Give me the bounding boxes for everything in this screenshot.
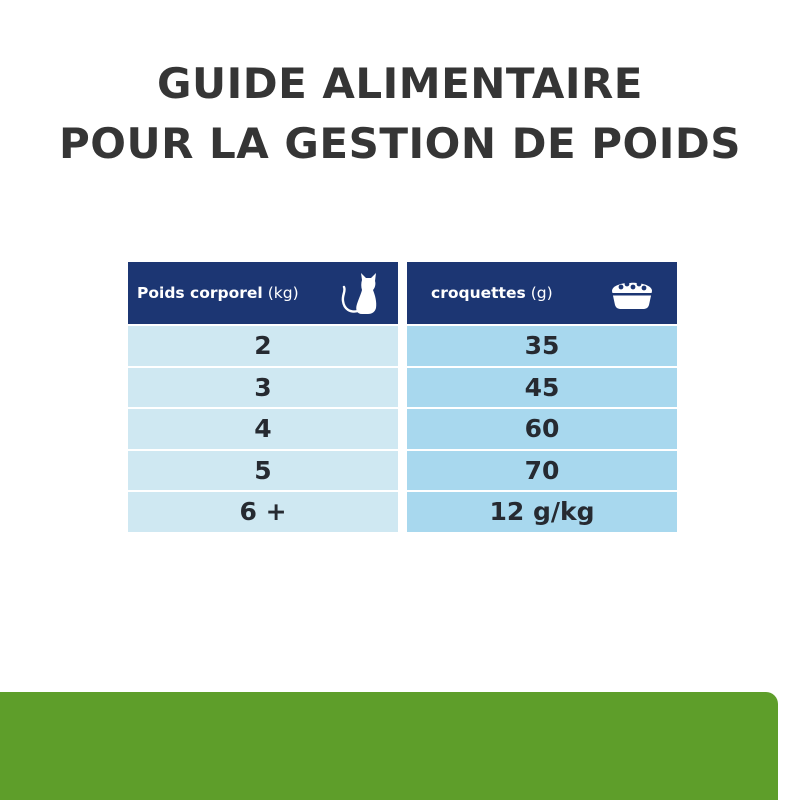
weight-column [128,262,398,532]
weight-cell: 4 [128,409,398,449]
title-line-1: GUIDE ALIMENTAIRE [157,59,643,108]
amount-cell: 70 [407,451,677,491]
food-bowl-icon [607,275,657,311]
amount-cell: 35 [407,326,677,366]
weight-header-unit: (kg) [267,284,299,302]
weight-cell: 3 [128,368,398,408]
amount-header-label: croquettes [431,284,526,302]
weight-column-header [128,262,398,324]
weight-cell: 2 [128,326,398,366]
footer-green-band [0,692,778,800]
page-title [0,54,800,174]
amount-cell: 60 [407,409,677,449]
weight-header-label: Poids corporel [137,284,263,302]
amount-cell: 45 [407,368,677,408]
amount-column-header [407,262,677,324]
amount-header-unit: (g) [530,284,553,302]
amount-column [407,262,677,532]
cat-icon [340,271,380,315]
weight-cell: 6 + [128,492,398,532]
title-line-2: POUR LA GESTION DE POIDS [58,119,741,168]
amount-cell: 12 g/kg [407,492,677,532]
weight-cell: 5 [128,451,398,491]
